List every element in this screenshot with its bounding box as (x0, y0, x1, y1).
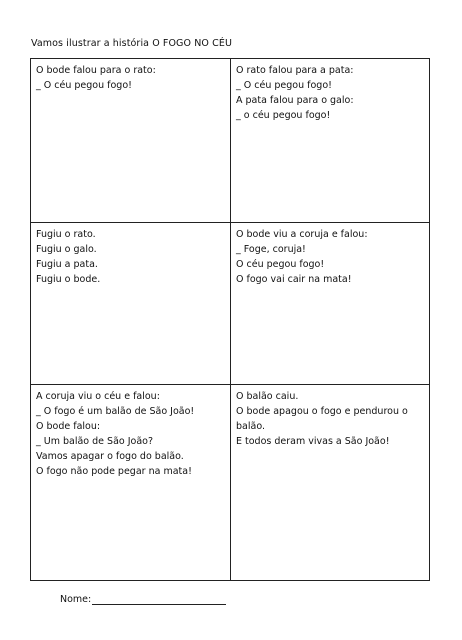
name-blank-line[interactable] (92, 594, 226, 605)
panel-text-line: Fugiu o rato. (36, 229, 96, 240)
panel-text-line: Fugiu a pata. (36, 259, 98, 270)
panel-text-line: O balão caiu. (236, 391, 299, 402)
story-panel-5 (31, 385, 231, 580)
name-field-row (60, 594, 226, 605)
panel-text-line: O fogo vai cair na mata! (236, 274, 352, 285)
panel-text-line: Fugiu o bode. (36, 274, 101, 285)
panel-text-line: O bode falou para o rato: (36, 65, 156, 76)
panel-text-line: O bode viu a coruja e falou: (236, 229, 368, 240)
panel-text-line: O bode falou: (36, 421, 101, 432)
panel-text-line: _ O céu pegou fogo! (36, 80, 132, 91)
panel-text-line: Vamos apagar o fogo do balão. (36, 451, 184, 462)
story-panel-3 (31, 223, 231, 385)
story-panel-grid (30, 58, 430, 581)
story-panel-2 (231, 59, 429, 223)
page-title: Vamos ilustrar a história O FOGO NO CÉU (31, 38, 233, 49)
story-panel-6 (231, 385, 429, 580)
panel-text-line: O rato falou para a pata: (236, 65, 354, 76)
story-panel-1 (31, 59, 231, 223)
story-panel-4 (231, 223, 429, 385)
panel-text-line: Fugiu o galo. (36, 244, 97, 255)
panel-text-line: E todos deram vivas a São João! (236, 436, 390, 447)
panel-text-line: A pata falou para o galo: (236, 95, 354, 106)
panel-text-line: _ o céu pegou fogo! (236, 110, 331, 121)
panel-text-line: balão. (236, 421, 265, 432)
panel-text-line: O céu pegou fogo! (236, 259, 325, 270)
panel-text-line: _ Um balão de São João? (36, 436, 154, 447)
panel-text-line: A coruja viu o céu e falou: (36, 391, 160, 402)
name-label: Nome: (60, 594, 92, 605)
panel-text-line: _ O céu pegou fogo! (236, 80, 332, 91)
panel-text-line: O fogo não pode pegar na mata! (36, 466, 192, 477)
panel-text-line: _ Foge, coruja! (236, 244, 306, 255)
panel-text-line: O bode apagou o fogo e pendurou o (236, 406, 408, 417)
panel-text-line: _ O fogo é um balão de São João! (36, 406, 195, 417)
